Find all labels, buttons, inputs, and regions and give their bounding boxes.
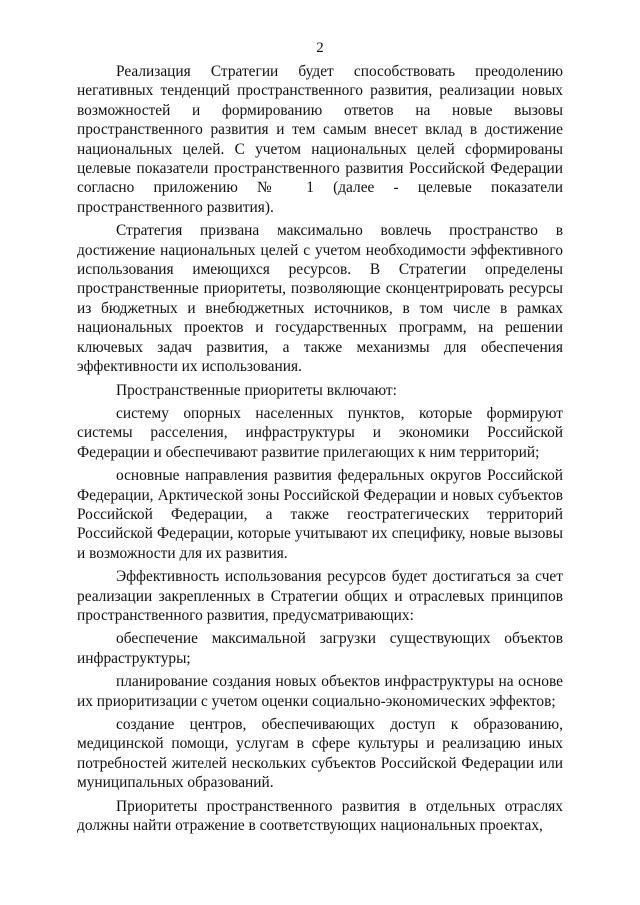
paragraph-principle-service-centers: создание центров, обеспечивающих доступ к образованию, медицинской помощи, услугам в сфере культуры и реализацию иных потребностей жителей нескольких субъектов Российской Федерации или муниципальных образований. [77,716,563,792]
paragraph-sector-priorities: Приоритеты пространственного развития в отдельных отраслях должны найти отражение в соответствующих национальных проектах, [77,797,563,835]
paragraph-resource-efficiency: Эффективность использования ресурсов будет достигаться за счет реализации закрепленных в Стратегии общих и отраслевых принципов пространственного развития, предусматривающих: [77,568,563,624]
document-body [77,62,563,835]
page-number: 2 [316,40,324,56]
paragraph-priority-federal-districts: основные направления развития федеральных округов Российской Федерации, Арктической зоны Российской Федерации и новых субъектов Российской Федерации, а также геостратегических территорий Российской Федерации, которые учитывают их специфику, новые вызовы и возможности для их развития. [77,467,563,562]
paragraph-strategy-implementation: Реализация Стратегии будет способствовать преодолению негативных тенденций пространственного развития, реализации новых возможностей и формированию ответов на новые вызовы пространственного развития и тем самым внесет вклад в достижение национальных целей. С учетом национальных целей сформированы целевые показатели пространственного развития Российской Федерации согласно приложению № 1 (далее - целевые показатели пространственного развития). [77,63,563,216]
paragraph-principle-infrastructure-load: обеспечение максимальной загрузки существующих объектов инфраструктуры; [77,630,563,667]
paragraph-strategy-purpose: Стратегия призвана максимально вовлечь пространство в достижение национальных целей с учетом необходимости эффективного использования имеющихся ресурсов. В Стратегии определены пространственные приоритеты, позволяющие сконцентрировать ресурсы из бюджетных и внебюджетных источников, в том числе в рамках национальных проектов и государственных программ, на решении ключевых задач развития, а также механизмы для обеспечения эффективности их использования. [77,222,563,376]
paragraph-principle-new-infrastructure: планирование создания новых объектов инфраструктуры на основе их приоритизации с учетом оценки социально-экономических эффектов; [77,673,563,710]
paragraph-priority-support-settlements: систему опорных населенных пунктов, которые формируют системы расселения, инфраструктуры и экономики Российской Федерации и обеспечивают развитие прилегающих к ним территорий; [77,404,563,461]
paragraph-priorities-intro: Пространственные приоритеты включают: [116,381,397,399]
